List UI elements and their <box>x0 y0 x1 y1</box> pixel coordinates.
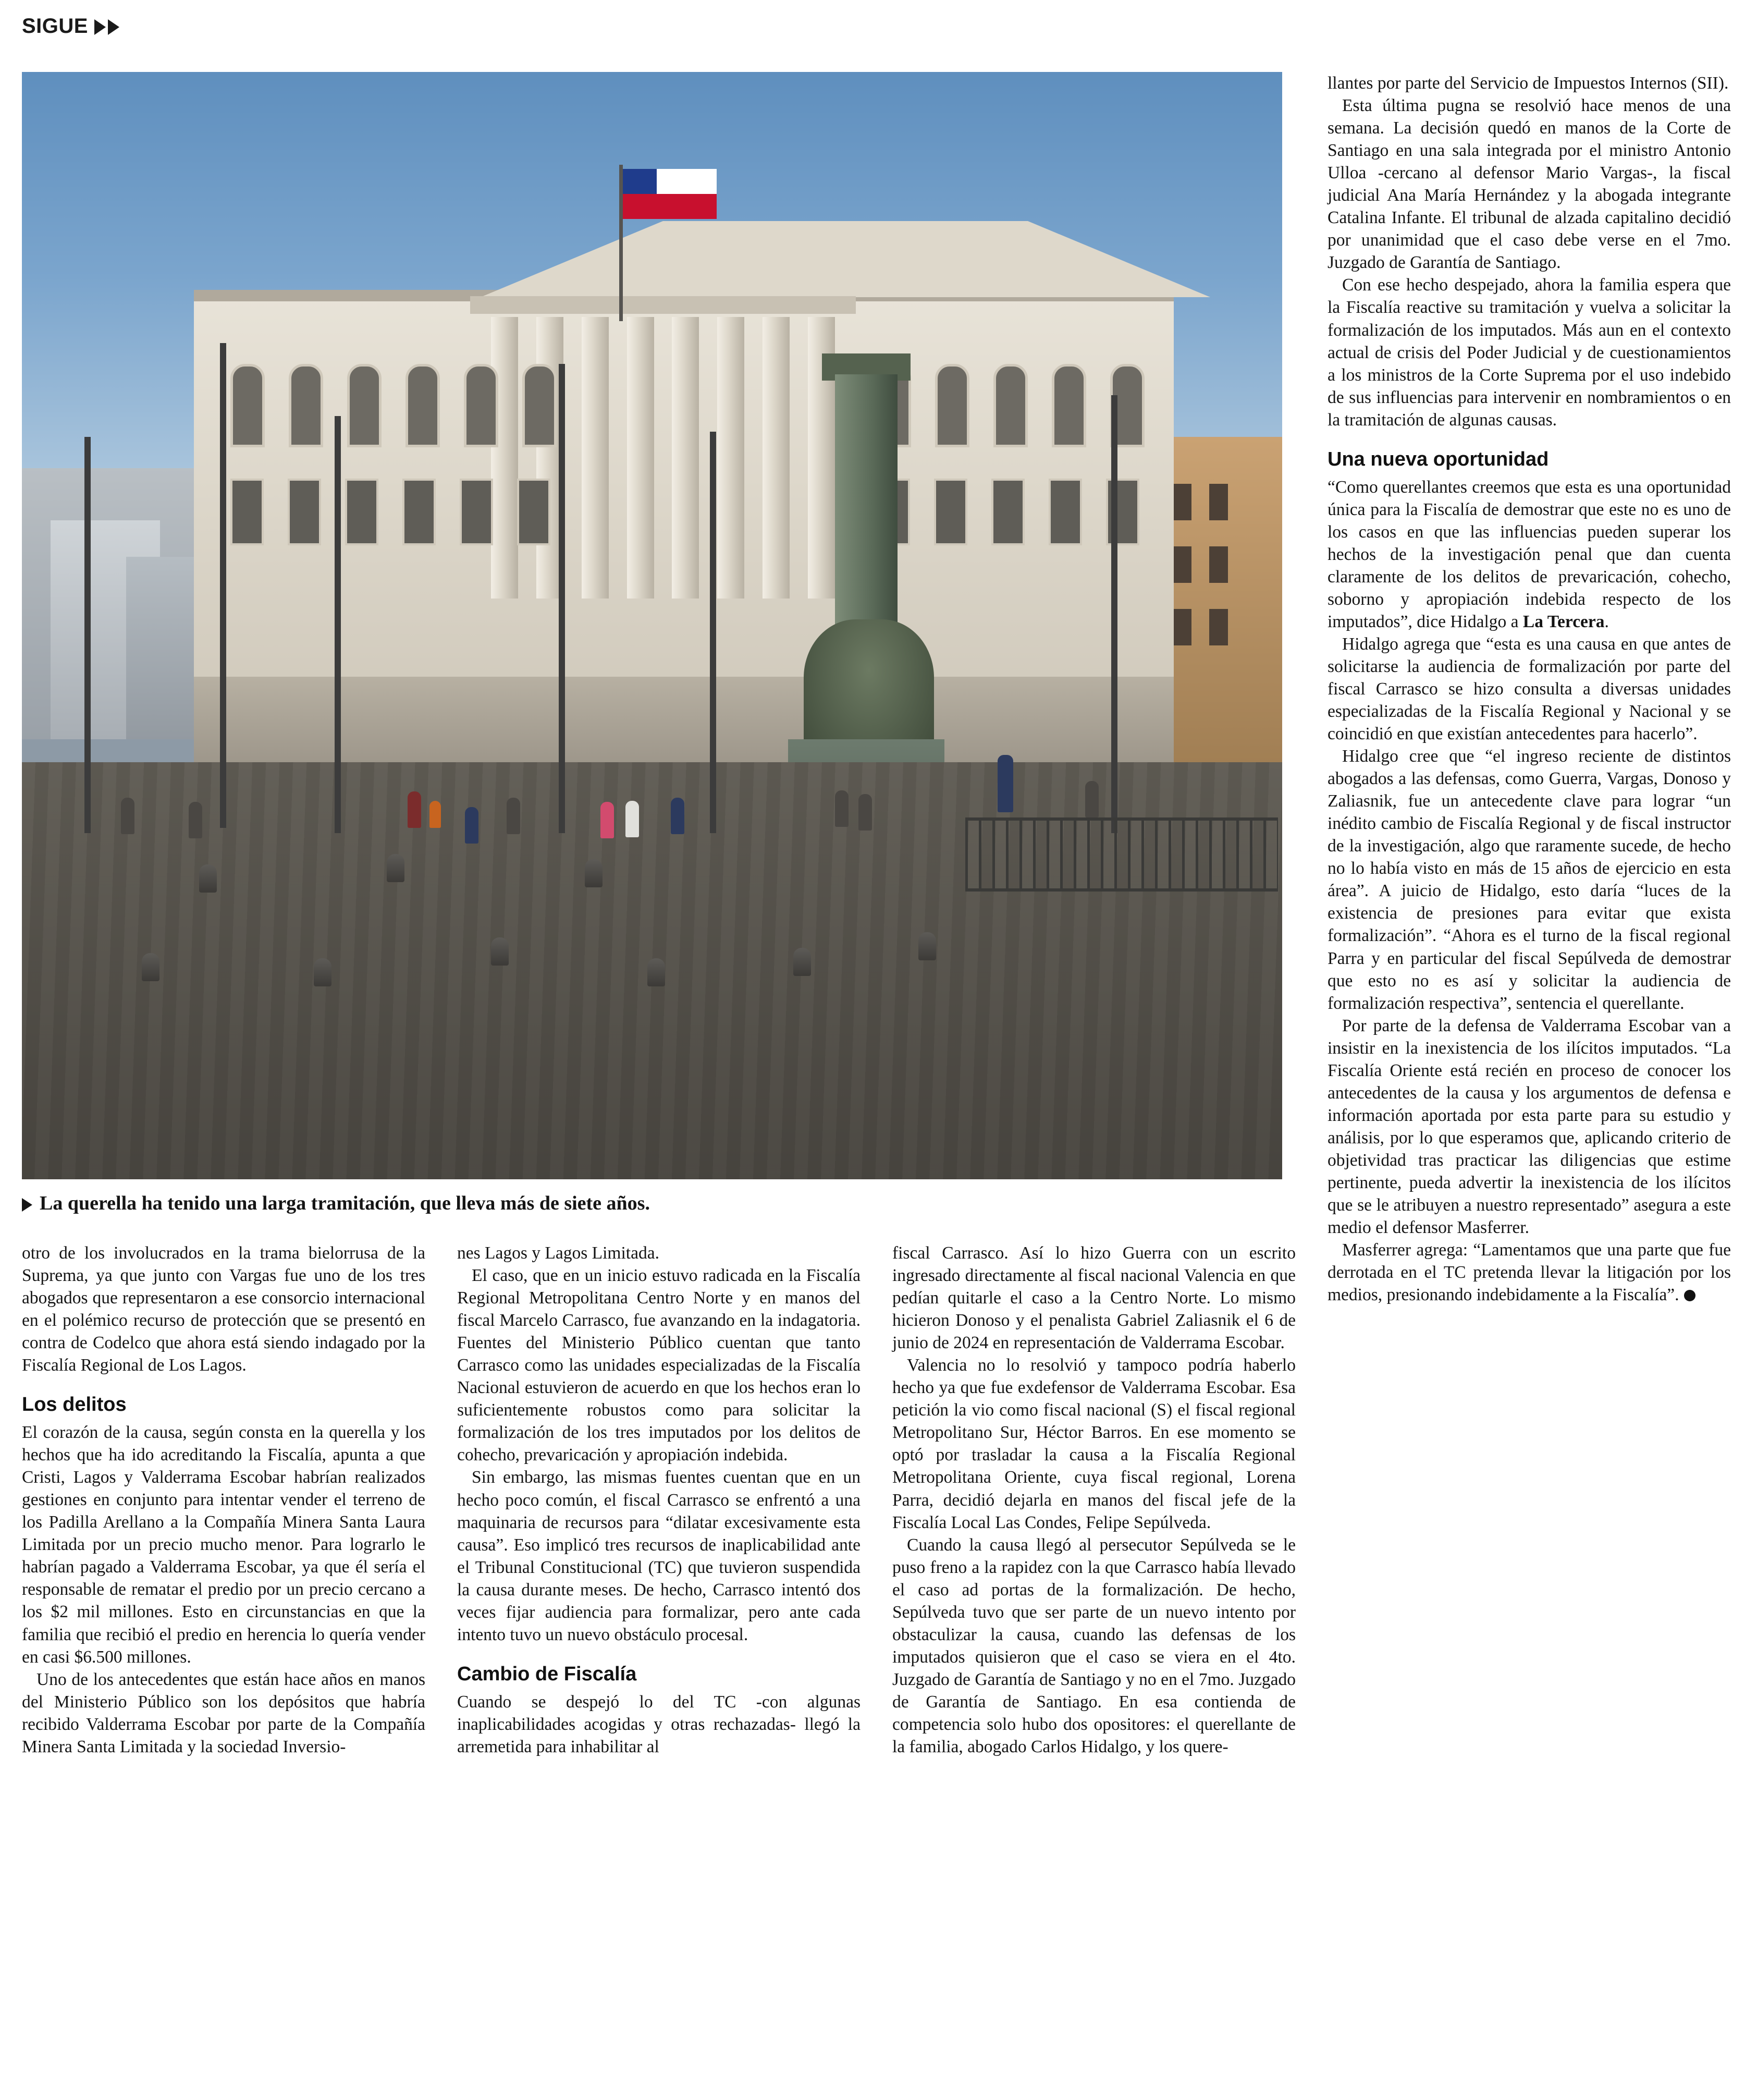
lamp-pole <box>710 432 716 833</box>
pedestrian <box>858 794 872 831</box>
lamp-pole <box>335 416 341 833</box>
pedestrian <box>998 755 1013 812</box>
paragraph: Hidalgo agrega que “esta es una causa en que antes de solicitarse la audiencia de formalización por parte del fiscal Carrasco se hizo consulta a diversas unidades especializadas de la Fiscalía Regional y Nacional y se coincidió en que existían antecedentes para hacerlo”. <box>1328 634 1731 744</box>
paragraph: Sin embargo, las mismas fuentes cuentan que en un hecho poco común, el fiscal Carrasco se enfrentó a una maquinaria de recursos para “dilatar excesivamente esta causa”. Eso implicó tres recursos de inaplicabilidad ante el Tribunal Constitucional (TC) que tuvieron suspendida la causa durante meses. De hecho, Carrasco intentó dos veces fijar audiencia para formalizar, pero ante cada intento tuvo un nuevo obstáculo procesal. <box>457 1468 861 1644</box>
pedestrian <box>671 798 684 834</box>
article-column-3 <box>892 1242 1296 1758</box>
paragraph: El corazón de la causa, según consta en la querella y los hechos que ha ido acreditando la Fiscalía, apunta a que Cristi, Lagos y Valderrama Escobar habrían realizados gestiones en conjunto para intentar vender el terreno de los Padilla Arellano a la Compañía Minera Santa Laura Limitada por un precio mucho menor. Para lograrlo le habrían pagado a Valderrama Escobar, ya que él sería el responsable de rematar el predio por un precio cercano a los $2 mil millones. Esto en circunstancias en que la familia que recibió el predio en herencia lo quería vender en casi $6.500 millones. <box>22 1423 425 1667</box>
courthouse-windows-lower-right <box>877 479 1139 583</box>
paragraph: Valencia no lo resolvió y tampoco podría haberlo hecho ya que fue exdefensor de Valderrama Escobar. Esa petición la vio como fiscal nacional (S) el fiscal regional Metropolitano Sur, Héctor Barros. En ese momento se optó por trasladar la causa a la Fiscalía Regional Metropolitana Oriente, cuya fiscal regional, Lorena Parra, decidió dejarla en manos del fiscal jefe de la Fiscalía Local Las Condes, Felipe Sepúlveda. <box>892 1356 1296 1532</box>
courthouse-pediment <box>481 221 1210 297</box>
brand-tail: . <box>1604 612 1609 631</box>
pedestrian <box>625 801 639 837</box>
section-heading-cambio-de-fiscalia: Cambio de Fiscalía <box>457 1663 637 1685</box>
paragraph: otro de los involucrados en la trama bielorrusa de la Suprema, ya que junto con Vargas fue uno de los tres abogados que representaron a ese consorcio internacional en el polémico recurso de protección que se presentó en contra de Codelco que ahora está siendo indagado por la Fiscalía Regional de Los Lagos. <box>22 1243 425 1375</box>
paragraph: Por parte de la defensa de Valderrama Escobar van a insistir en la inexistencia de los ilícitos imputados. “La Fiscalía Oriente está recién en proceso de conocer los antecedentes de la causa y los argumentos de defensa e información aportada por esta parte para su estudio y análisis, por lo que esperamos que, aplicando criterio de objetividad tras practicar las diligencias que estime pertinente, pueda advertir la inexistencia de los ilícitos que se le atribuyen a nuestro representado” asegura a este medio el defensor Masferrer. <box>1328 1016 1731 1238</box>
photo-caption <box>22 1192 1282 1216</box>
caption-text: La querella ha tenido una larga tramitación, que lleva más de siete años. <box>40 1192 650 1214</box>
paragraph: Cuando la causa llegó al persecutor Sepúlveda se le puso freno a la rapidez con la que Carrasco había llevado el caso ad portas de la formalización. De hecho, Sepúlveda tuvo que ser parte de un nuevo intento por obstaculizar la causa, cuando las defensas de los imputados quisieron que el caso se viera en el 4to. Juzgado de Garantía de Santiago y no en el 7mo. Juzgado de Garantía de Santiago. En esa contienda de competencia solo hubo dos opositores: el querellante de la familia, abogado Carlos Hidalgo, y los quere- <box>892 1535 1296 1757</box>
pedestrian <box>429 801 441 828</box>
brand-la-tercera: La Tercera <box>1522 612 1605 631</box>
lamp-pole <box>84 437 91 833</box>
courthouse-windows-lower-left <box>230 479 550 583</box>
bollard <box>793 948 811 976</box>
paragraph: El caso, que en un inicio estuvo radicada en la Fiscalía Regional Metropolitana Centro Norte y en manos del fiscal Marcelo Carrasco, fue avanzando en la indagatoria. Fuentes del Ministerio Público cuentan que tanto Carrasco como las unidades especializadas de la Fiscalía Nacional estuvieron de acuerdo en que los hechos eran lo suficientemente robustos como para solicitar la formalización de los tres imputados por los delitos de cohecho, prevaricación y apropiación indebida. <box>457 1266 861 1465</box>
lamp-pole <box>1111 395 1117 833</box>
bollard <box>585 859 603 887</box>
pedestrian <box>600 802 614 838</box>
paragraph: nes Lagos y Lagos Limitada. <box>457 1243 659 1263</box>
bollard <box>314 958 331 986</box>
bollard <box>491 937 509 966</box>
paragraph: Cuando se despejó lo del TC -con algunas inaplicabilidades acogidas y otras rechazadas- llegó la arremetida para inhabilitar al <box>457 1692 861 1756</box>
pedestrian <box>507 798 520 834</box>
triangle-right-icon <box>108 19 119 35</box>
paragraph-text: Masferrer agrega: “Lamentamos que una parte que fue derrotada en el TC pretenda llevar la litigación por los medios, presionando indebidamente a la Fiscalía”. <box>1328 1240 1731 1305</box>
article-column-4 <box>1328 72 1731 1306</box>
paragraph <box>1328 476 1731 633</box>
pedestrian <box>835 790 849 827</box>
bollard <box>387 854 404 882</box>
photo-scene <box>22 72 1282 1179</box>
pedestrian <box>121 798 134 834</box>
kicker-arrows <box>94 19 119 35</box>
bollard <box>647 958 665 986</box>
paragraph <box>1328 1239 1731 1306</box>
pedestrian <box>1085 781 1099 817</box>
section-heading-los-delitos: Los delitos <box>22 1394 127 1416</box>
lamp-pole <box>559 364 565 833</box>
hero-photo <box>22 72 1282 1179</box>
courthouse-base <box>194 677 1174 765</box>
kicker-label: SIGUE <box>22 14 88 38</box>
article-column-1 <box>22 1242 425 1758</box>
pedestrian <box>465 807 478 844</box>
triangle-right-icon <box>94 19 106 35</box>
paragraph: fiscal Carrasco. Así lo hizo Guerra con un escrito ingresado directamente al fiscal nacional Valencia en que pedían quitarle el caso a la Centro Norte. Lo mismo hicieron Donoso y el penalista Gabriel Zaliasnik el 6 de junio de 2024 en representación de Valderrama Escobar. <box>892 1243 1296 1353</box>
lamp-pole <box>220 343 226 828</box>
bollard <box>918 932 936 960</box>
end-of-article-icon <box>1684 1290 1695 1301</box>
paragraph: Hidalgo cree que “el ingreso reciente de distintos abogados a las defensas, como Guerra, Vargas, Donoso y Zaliasnik, fue un antecedente clave para lograr “un inédito cambio de Fiscalía Regional y de fiscal instructor de la investigación, algo que raramente sucede, de hecho no lo había visto en más de 15 años de ejercicio en esta área”. A juicio de Hidalgo, esto daría “luces de la existencia de presiones para evitar que exista formalización”. “Ahora es el turno de la fiscal regional Parra y en particular del fiscal Sepúlveda de demostrar que esto no es así y solicitar la audiencia de formalización respectiva”, sentencia el querellante. <box>1328 747 1731 1013</box>
bollard <box>199 864 217 893</box>
paragraph: Esta última pugna se resolvió hace menos de una semana. La decisión quedó en manos de la Corte de Santiago en una sala integrada por el ministro Antonio Ulloa -cercano al defensor Mario Vargas-, la fiscal judicial Ana María Hernández y la abogada integrante Catalina Infante. El tribunal de alzada capitalino decidió por unanimidad que el caso debe verse en el 7mo. Juzgado de Garantía de Santiago. <box>1328 96 1731 273</box>
paragraph-text: “Como querellantes creemos que esta es una oportunidad única para la Fiscalía de demostrar que este no es uno de los casos en que las influencias pueden superar los hechos de la investigación penal que dan cuenta claramente de los delitos de prevaricación, cohecho, soborno y apropiación indebida respecto de los imputados”, dice Hidalgo a <box>1328 477 1731 631</box>
bollard <box>142 953 159 981</box>
triangle-right-icon <box>22 1198 32 1212</box>
pedestrian <box>189 802 202 838</box>
section-heading-una-nueva-oportunidad: Una nueva oportunidad <box>1328 448 1549 470</box>
paragraph: Con ese hecho despejado, ahora la familia espera que la Fiscalía reactive su tramitación y vuelva a solicitar la formalización de los imputados. Más aun en el contexto actual de crisis del Poder Judicial y de cuestionamientos a los ministros de la Corte Suprema por el uso indebido de sus influencias para intervenir en nombramientos o en la tramitación de algunas causas. <box>1328 275 1731 430</box>
paragraph: Uno de los antecedentes que están hace años en manos del Ministerio Público son los depósitos que habría recibido Valderrama Escobar por parte de la Compañía Minera Santa Limitada y la sociedad Inversio- <box>22 1669 425 1756</box>
article-column-2 <box>457 1242 861 1758</box>
paragraph: llantes por parte del Servicio de Impuestos Internos (SII). <box>1328 74 1729 93</box>
flag-pole <box>619 165 623 321</box>
kicker-sigue <box>22 13 119 40</box>
pedestrian <box>408 791 421 828</box>
plaza-fence <box>965 817 1278 892</box>
courthouse-entablature <box>470 296 856 314</box>
chilean-flag-icon <box>623 169 717 219</box>
